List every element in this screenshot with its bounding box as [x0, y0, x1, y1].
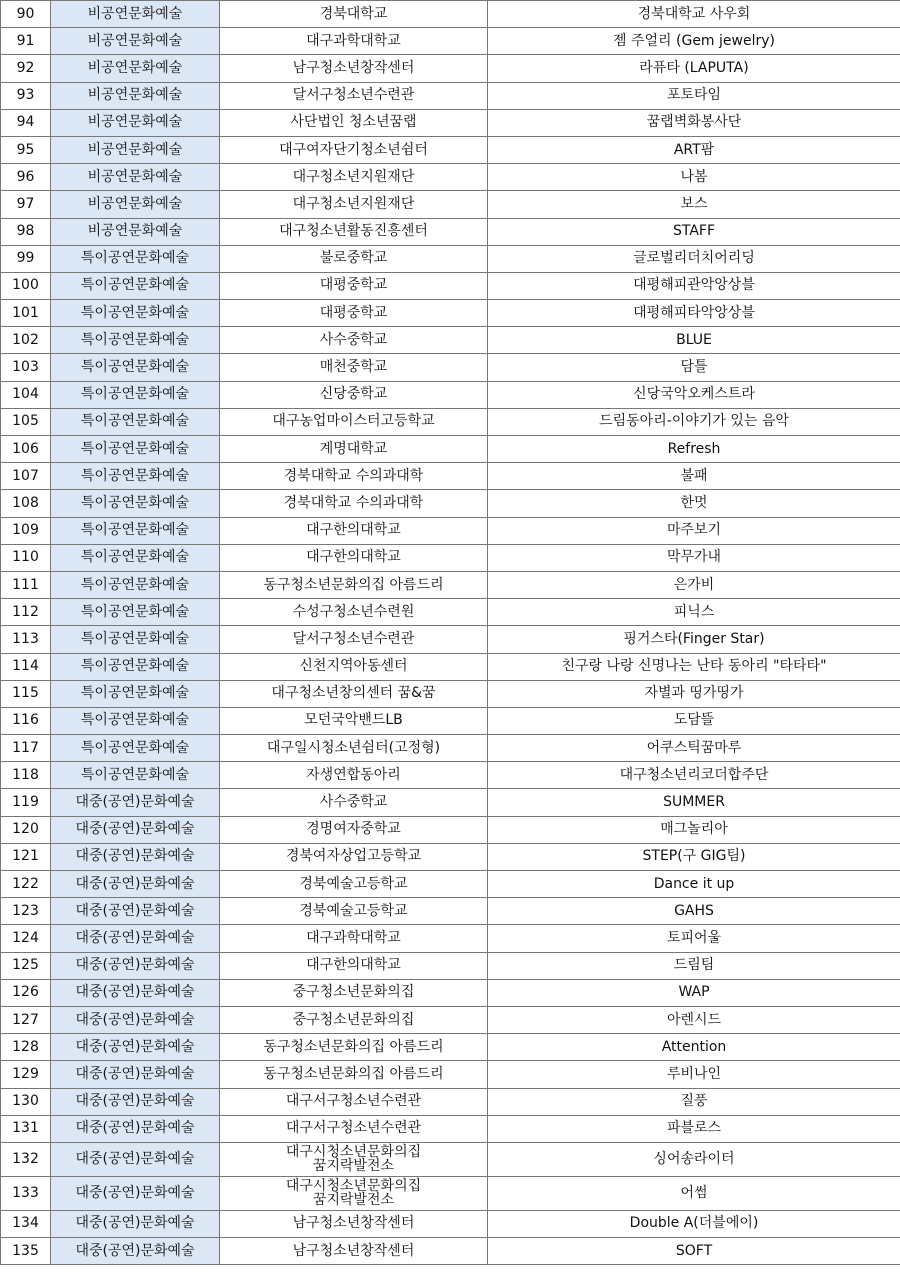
table-row	[1, 327, 900, 354]
category-cell: 대중(공연)문화예술	[51, 843, 220, 870]
organization-cell: 대구청소년창의센터 꿈&꿈	[220, 680, 488, 707]
organization-cell: 사수중학교	[220, 327, 488, 354]
organization-cell: 계명대학교	[220, 436, 488, 463]
row-number-cell: 90	[1, 1, 51, 28]
organization-cell: 경북대학교	[220, 1, 488, 28]
organization-cell: 매천중학교	[220, 354, 488, 381]
organization-cell: 대구과학대학교	[220, 925, 488, 952]
table-row	[1, 898, 900, 925]
row-number-cell: 127	[1, 1006, 51, 1033]
club-name-cell: 대평해피관악앙상블	[488, 272, 900, 299]
organization-cell: 경북예술고등학교	[220, 898, 488, 925]
category-cell: 비공연문화예술	[51, 109, 220, 136]
organization-cell: 동구청소년문화의집 아름드리	[220, 1061, 488, 1088]
category-cell: 특이공연문화예술	[51, 599, 220, 626]
table-row	[1, 1210, 900, 1237]
category-cell: 특이공연문화예술	[51, 354, 220, 381]
table-row	[1, 55, 900, 82]
table-row	[1, 707, 900, 734]
category-cell: 대중(공연)문화예술	[51, 1210, 220, 1237]
organization-cell: 대구농업마이스터고등학교	[220, 408, 488, 435]
organization-cell: 수성구청소년수련원	[220, 599, 488, 626]
row-number-cell: 112	[1, 599, 51, 626]
row-number-cell: 115	[1, 680, 51, 707]
row-number-cell: 114	[1, 653, 51, 680]
club-name-cell: 경북대학교 사우회	[488, 1, 900, 28]
category-cell: 특이공연문화예술	[51, 408, 220, 435]
row-number-cell: 92	[1, 55, 51, 82]
table-row	[1, 789, 900, 816]
category-cell: 특이공연문화예술	[51, 735, 220, 762]
row-number-cell: 124	[1, 925, 51, 952]
category-cell: 비공연문화예술	[51, 55, 220, 82]
club-name-cell: 젬 주얼리 (Gem jewelry)	[488, 28, 900, 55]
table-row	[1, 1034, 900, 1061]
club-name-cell: 담틀	[488, 354, 900, 381]
table-row	[1, 571, 900, 598]
row-number-cell: 108	[1, 490, 51, 517]
category-cell: 특이공연문화예술	[51, 571, 220, 598]
club-name-cell: 드림동아리-이야기가 있는 음악	[488, 408, 900, 435]
table-row	[1, 680, 900, 707]
row-number-cell: 102	[1, 327, 51, 354]
club-name-cell: 은가비	[488, 571, 900, 598]
row-number-cell: 91	[1, 28, 51, 55]
organization-line: 꿈지락발전소	[312, 1158, 395, 1175]
club-name-cell: ART팜	[488, 136, 900, 163]
club-name-cell: 라퓨타 (LAPUTA)	[488, 55, 900, 82]
organization-cell: 동구청소년문화의집 아름드리	[220, 571, 488, 598]
club-name-cell: STEP(구 GIG팀)	[488, 843, 900, 870]
club-name-cell: SUMMER	[488, 789, 900, 816]
row-number-cell: 106	[1, 436, 51, 463]
organization-cell: 경명여자중학교	[220, 816, 488, 843]
row-number-cell: 103	[1, 354, 51, 381]
organization-cell: 대구여자단기청소년쉼터	[220, 136, 488, 163]
row-number-cell: 110	[1, 544, 51, 571]
club-name-cell: 친구랑 나랑 신명나는 난타 동아리 "타타타"	[488, 653, 900, 680]
row-number-cell: 130	[1, 1088, 51, 1115]
organization-cell: 신당중학교	[220, 381, 488, 408]
row-number-cell: 100	[1, 272, 51, 299]
table-row	[1, 490, 900, 517]
row-number-cell: 111	[1, 571, 51, 598]
table-row	[1, 164, 900, 191]
organization-cell: 대평중학교	[220, 272, 488, 299]
club-name-cell: 신당국악오케스트라	[488, 381, 900, 408]
category-cell: 대중(공연)문화예술	[51, 1142, 220, 1176]
table-row	[1, 1115, 900, 1142]
table-row	[1, 463, 900, 490]
category-cell: 대중(공연)문화예술	[51, 898, 220, 925]
organization-line: 꿈지락발전소	[312, 1192, 395, 1209]
organization-line: 대구시청소년문화의집	[285, 1178, 422, 1195]
organization-cell: 대구청소년활동진흥센터	[220, 218, 488, 245]
row-number-cell: 128	[1, 1034, 51, 1061]
organization-cell: 사수중학교	[220, 789, 488, 816]
row-number-cell: 95	[1, 136, 51, 163]
organization-cell: 대평중학교	[220, 300, 488, 327]
table-row	[1, 218, 900, 245]
club-name-cell: 대구청소년리코더합주단	[488, 762, 900, 789]
row-number-cell: 134	[1, 1210, 51, 1237]
category-cell: 비공연문화예술	[51, 82, 220, 109]
category-cell: 대중(공연)문화예술	[51, 871, 220, 898]
club-name-cell: 싱어송라이터	[488, 1142, 900, 1176]
club-name-cell: BLUE	[488, 327, 900, 354]
club-name-cell: Dance it up	[488, 871, 900, 898]
organization-cell: 대구한의대학교	[220, 517, 488, 544]
organization-cell: 경북대학교 수의과대학	[220, 490, 488, 517]
organization-line: 대구시청소년문화의집	[285, 1144, 422, 1161]
row-number-cell: 126	[1, 979, 51, 1006]
organization-cell: 신천지역아동센터	[220, 653, 488, 680]
organization-cell	[220, 1142, 488, 1176]
row-number-cell: 104	[1, 381, 51, 408]
table-row	[1, 1176, 900, 1210]
table-row	[1, 82, 900, 109]
club-name-cell: 나봄	[488, 164, 900, 191]
table-row	[1, 544, 900, 571]
organization-cell: 대구한의대학교	[220, 544, 488, 571]
category-cell: 비공연문화예술	[51, 164, 220, 191]
table-row	[1, 1061, 900, 1088]
club-name-cell: WAP	[488, 979, 900, 1006]
row-number-cell: 132	[1, 1142, 51, 1176]
table-row	[1, 871, 900, 898]
table-row	[1, 272, 900, 299]
table-row	[1, 952, 900, 979]
organization-cell: 경북예술고등학교	[220, 871, 488, 898]
row-number-cell: 105	[1, 408, 51, 435]
club-name-cell: 도담뜰	[488, 707, 900, 734]
table-row	[1, 925, 900, 952]
club-name-cell: 루비나인	[488, 1061, 900, 1088]
category-cell: 대중(공연)문화예술	[51, 952, 220, 979]
category-cell: 특이공연문화예술	[51, 327, 220, 354]
category-cell: 특이공연문화예술	[51, 245, 220, 272]
organization-cell	[220, 1176, 488, 1210]
organization-cell: 사단법인 청소년꿈랩	[220, 109, 488, 136]
category-cell: 비공연문화예술	[51, 191, 220, 218]
row-number-cell: 96	[1, 164, 51, 191]
row-number-cell: 94	[1, 109, 51, 136]
club-name-cell: 아렌시드	[488, 1006, 900, 1033]
club-name-cell: 불패	[488, 463, 900, 490]
club-name-cell: 어쿠스틱꿈마루	[488, 735, 900, 762]
table-row	[1, 191, 900, 218]
club-name-cell: 어썸	[488, 1176, 900, 1210]
organization-cell: 대구한의대학교	[220, 952, 488, 979]
table-row	[1, 626, 900, 653]
club-name-cell: Attention	[488, 1034, 900, 1061]
category-cell: 대중(공연)문화예술	[51, 1034, 220, 1061]
club-name-cell: STAFF	[488, 218, 900, 245]
category-cell: 비공연문화예술	[51, 28, 220, 55]
table-row	[1, 735, 900, 762]
row-number-cell: 98	[1, 218, 51, 245]
category-cell: 대중(공연)문화예술	[51, 1115, 220, 1142]
category-cell: 비공연문화예술	[51, 1, 220, 28]
organization-cell: 대구청소년지원재단	[220, 164, 488, 191]
row-number-cell: 101	[1, 300, 51, 327]
row-number-cell: 122	[1, 871, 51, 898]
table-row	[1, 816, 900, 843]
organization-cell: 대구서구청소년수련관	[220, 1115, 488, 1142]
club-name-cell: 마주보기	[488, 517, 900, 544]
category-cell: 대중(공연)문화예술	[51, 1006, 220, 1033]
club-name-cell: 꿈랩벽화봉사단	[488, 109, 900, 136]
category-cell: 특이공연문화예술	[51, 653, 220, 680]
club-name-cell: 한멋	[488, 490, 900, 517]
category-cell: 대중(공연)문화예술	[51, 1238, 220, 1265]
category-cell: 특이공연문화예술	[51, 436, 220, 463]
table-row	[1, 1142, 900, 1176]
organization-cell: 대구과학대학교	[220, 28, 488, 55]
table-row	[1, 599, 900, 626]
club-name-cell: 드림팀	[488, 952, 900, 979]
table-row	[1, 300, 900, 327]
club-name-cell: SOFT	[488, 1238, 900, 1265]
table-row	[1, 1238, 900, 1265]
row-number-cell: 118	[1, 762, 51, 789]
category-cell: 특이공연문화예술	[51, 300, 220, 327]
table-row	[1, 1006, 900, 1033]
organization-cell: 경북대학교 수의과대학	[220, 463, 488, 490]
organization-cell: 남구청소년창작센터	[220, 1238, 488, 1265]
row-number-cell: 99	[1, 245, 51, 272]
table-row	[1, 109, 900, 136]
row-number-cell: 119	[1, 789, 51, 816]
table-row	[1, 517, 900, 544]
row-number-cell: 120	[1, 816, 51, 843]
table-body	[1, 1, 900, 1265]
row-number-cell: 117	[1, 735, 51, 762]
organization-cell: 달서구청소년수련관	[220, 82, 488, 109]
club-name-cell: 피닉스	[488, 599, 900, 626]
organization-cell: 남구청소년창작센터	[220, 1210, 488, 1237]
club-name-cell: 대평해피타악앙상블	[488, 300, 900, 327]
table-row	[1, 1, 900, 28]
club-name-cell: 매그놀리아	[488, 816, 900, 843]
category-cell: 비공연문화예술	[51, 136, 220, 163]
table-row	[1, 381, 900, 408]
club-name-cell: 파블로스	[488, 1115, 900, 1142]
organization-cell: 중구청소년문화의집	[220, 979, 488, 1006]
table-row	[1, 245, 900, 272]
category-cell: 대중(공연)문화예술	[51, 1061, 220, 1088]
club-name-cell: Refresh	[488, 436, 900, 463]
organization-cell: 달서구청소년수련관	[220, 626, 488, 653]
organization-cell: 대구청소년지원재단	[220, 191, 488, 218]
organization-cell: 중구청소년문화의집	[220, 1006, 488, 1033]
table-row	[1, 653, 900, 680]
club-name-cell: 보스	[488, 191, 900, 218]
organization-cell: 대구일시청소년쉼터(고정형)	[220, 735, 488, 762]
club-name-cell: 토피어울	[488, 925, 900, 952]
row-number-cell: 125	[1, 952, 51, 979]
club-name-cell: 막무가내	[488, 544, 900, 571]
club-name-cell: 핑거스타(Finger Star)	[488, 626, 900, 653]
row-number-cell: 129	[1, 1061, 51, 1088]
organization-cell: 경북여자상업고등학교	[220, 843, 488, 870]
table-row	[1, 843, 900, 870]
organization-cell: 동구청소년문화의집 아름드리	[220, 1034, 488, 1061]
row-number-cell: 121	[1, 843, 51, 870]
category-cell: 특이공연문화예술	[51, 680, 220, 707]
row-number-cell: 97	[1, 191, 51, 218]
table-row	[1, 408, 900, 435]
club-name-cell: 자별과 띵가띵가	[488, 680, 900, 707]
category-cell: 특이공연문화예술	[51, 762, 220, 789]
organization-cell: 자생연합동아리	[220, 762, 488, 789]
organization-cell: 모던국악밴드LB	[220, 707, 488, 734]
row-number-cell: 131	[1, 1115, 51, 1142]
club-name-cell: 질풍	[488, 1088, 900, 1115]
category-cell: 대중(공연)문화예술	[51, 1088, 220, 1115]
row-number-cell: 133	[1, 1176, 51, 1210]
row-number-cell: 93	[1, 82, 51, 109]
category-cell: 특이공연문화예술	[51, 707, 220, 734]
category-cell: 특이공연문화예술	[51, 381, 220, 408]
category-cell: 대중(공연)문화예술	[51, 1176, 220, 1210]
table-row	[1, 762, 900, 789]
category-cell: 특이공연문화예술	[51, 490, 220, 517]
category-cell: 비공연문화예술	[51, 218, 220, 245]
category-cell: 대중(공연)문화예술	[51, 979, 220, 1006]
table-row	[1, 136, 900, 163]
club-name-cell: 글로벌리더치어리딩	[488, 245, 900, 272]
row-number-cell: 107	[1, 463, 51, 490]
category-cell: 대중(공연)문화예술	[51, 789, 220, 816]
category-cell: 특이공연문화예술	[51, 626, 220, 653]
table-row	[1, 436, 900, 463]
row-number-cell: 109	[1, 517, 51, 544]
category-cell: 특이공연문화예술	[51, 272, 220, 299]
organization-cell: 불로중학교	[220, 245, 488, 272]
row-number-cell: 135	[1, 1238, 51, 1265]
club-name-cell: 포토타임	[488, 82, 900, 109]
table-row	[1, 354, 900, 381]
row-number-cell: 116	[1, 707, 51, 734]
organization-cell: 남구청소년창작센터	[220, 55, 488, 82]
category-cell: 특이공연문화예술	[51, 544, 220, 571]
category-cell: 대중(공연)문화예술	[51, 816, 220, 843]
row-number-cell: 113	[1, 626, 51, 653]
table-row	[1, 28, 900, 55]
category-cell: 대중(공연)문화예술	[51, 925, 220, 952]
category-cell: 특이공연문화예술	[51, 517, 220, 544]
table-row	[1, 1088, 900, 1115]
organization-cell: 대구서구청소년수련관	[220, 1088, 488, 1115]
club-name-cell: GAHS	[488, 898, 900, 925]
table-row	[1, 979, 900, 1006]
row-number-cell: 123	[1, 898, 51, 925]
category-cell: 특이공연문화예술	[51, 463, 220, 490]
club-name-cell: Double A(더블에이)	[488, 1210, 900, 1237]
